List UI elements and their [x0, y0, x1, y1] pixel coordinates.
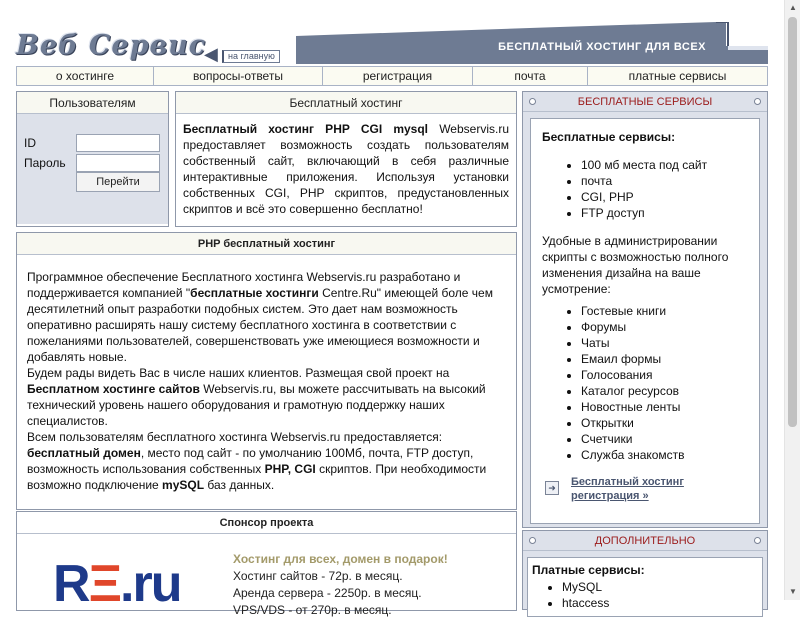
free-hosting-title: Бесплатный хостинг [176, 92, 516, 114]
free-services-title: БЕСПЛАТНЫЕ СЕРВИСЫ [523, 92, 767, 112]
free-services-heading: Бесплатные сервисы: [542, 130, 676, 144]
sponsor-line: VPS/VDS - от 270р. в месяц. [233, 603, 392, 617]
home-arrow-icon: ◀ [204, 44, 218, 64]
scripts-list [541, 303, 751, 463]
pin-icon [754, 537, 761, 544]
scrollbar-thumb[interactable] [788, 17, 797, 427]
password-input[interactable] [76, 154, 160, 172]
sponsor-title: Спонсор проекта [17, 512, 516, 534]
free-hosting-description: Webservis.ru предоставляет возможность создать пользователям собственный сайт, включающий в себя различные интерактивные приложения. Используя установки собственных CGI, PHP скриптов, предустановленных скриптов и всё это совершенно бесплатно! [183, 122, 509, 216]
php-paragraph-2: Будем рады видеть Вас в числе наших клиентов. Размещая свой проект на Бесплатном хостинге сайтов Webservis.ru, вы можете рассчитывать на высокий технический уровень нашего оборудования и грамотную поддержку наших специалистов. [27, 366, 486, 428]
list-item: • почта [581, 173, 751, 189]
register-arrow-icon[interactable]: ➜ [545, 481, 559, 495]
id-label: ID [24, 136, 36, 150]
site-header [16, 22, 768, 64]
extra-panel [522, 530, 768, 610]
php-hosting-text [17, 255, 516, 493]
php-paragraph-1: Программное обеспечение Бесплатного хостинга Webservis.ru разработано и поддерживается компанией "бесплатные хостинги Centre.Ru" имеющей боле чем десятилетний опыт разработки подобных систем. Это дает нам возможность оперативно расширять нашу систему бесплатного хостинга в соответствии с пожеланиями пользователей, совершенствовать уже имеющиеся возможности и добавлять новые. [27, 270, 493, 364]
sponsor-headline[interactable]: Хостинг для всех, домен в подарок! [233, 552, 448, 566]
pin-icon [754, 98, 761, 105]
scroll-down-icon[interactable]: ▼ [789, 587, 797, 596]
list-item: • Чаты [581, 335, 751, 351]
free-services-list [541, 157, 751, 221]
login-form [17, 114, 168, 224]
scroll-up-icon[interactable]: ▲ [789, 3, 797, 12]
php-paragraph-3: Всем пользователям бесплатного хостинга Webservis.ru предоставляется: бесплатный домен, место под сайт - по умолчанию 100Мб, почта, FTP доступ, возможность использования собственных PHP, CGI скриптов. При необходимости возможно подключение mySQL баз данных. [27, 430, 487, 492]
paid-services-heading: Платные сервисы: [532, 563, 645, 577]
sponsor-line: Хостинг сайтов - 72р. в месяц. [233, 569, 403, 583]
nav-registration[interactable]: регистрация [323, 67, 473, 85]
sponsor-body [17, 534, 516, 617]
list-item: • htaccess [562, 595, 609, 611]
paid-services-list [528, 579, 609, 611]
list-item: • MySQL [562, 579, 609, 595]
list-item: • Форумы [581, 319, 751, 335]
nav-paid-services[interactable]: платные сервисы [628, 69, 727, 83]
list-item: • Емаил формы [581, 351, 751, 367]
free-services-panel [522, 91, 768, 528]
list-item: • CGI, PHP [581, 189, 751, 205]
free-hosting-text [176, 114, 516, 217]
login-title: Пользователям [17, 92, 168, 114]
list-item: • Гостевые книги [581, 303, 751, 319]
page-scrollbar[interactable] [784, 0, 800, 600]
pin-icon [529, 98, 536, 105]
extra-title: ДОПОЛНИТЕЛЬНО [523, 531, 767, 551]
list-item: • Новостные ленты [581, 399, 751, 415]
home-link[interactable]: на главную [222, 50, 280, 63]
nav-mail[interactable]: почта [473, 67, 588, 85]
login-submit-button[interactable]: Перейти [76, 172, 160, 192]
header-slogan: БЕСПЛАТНЫЙ ХОСТИНГ ДЛЯ ВСЕХ [498, 41, 706, 53]
password-label: Пароль [24, 156, 66, 170]
sponsor-logo[interactable]: RΞ.ru [53, 555, 181, 613]
login-panel [16, 91, 169, 227]
pin-icon [529, 537, 536, 544]
free-hosting-lead: Бесплатный хостинг PHP CGI mysql [183, 122, 429, 136]
sponsor-panel [16, 511, 517, 617]
list-item: • Голосования [581, 367, 751, 383]
free-services-content [530, 118, 760, 524]
php-hosting-panel [16, 232, 517, 510]
extra-content [527, 557, 763, 617]
free-hosting-panel [175, 91, 517, 227]
list-item: • Открытки [581, 415, 751, 431]
scripts-description: Удобные в администрировании скрипты с возможностью полного изменения дизайна на ваше усмотрение: [542, 234, 729, 296]
list-item: • Каталог ресурсов [581, 383, 751, 399]
site-logo[interactable]: Веб Сервис [16, 30, 207, 61]
main-nav [16, 66, 768, 86]
sponsor-line: Аренда сервера - 2250р. в месяц. [233, 586, 422, 600]
nav-about[interactable]: о хостинге [17, 67, 154, 85]
list-item: • 100 мб места под сайт [581, 157, 751, 173]
register-link[interactable]: Бесплатный хостинг регистрация » [571, 476, 684, 502]
php-hosting-title: PHP бесплатный хостинг [17, 233, 516, 255]
list-item: • FTP доступ [581, 205, 751, 221]
list-item: • Счетчики [581, 431, 751, 447]
id-input[interactable] [76, 134, 160, 152]
list-item: • Служба знакомств [581, 447, 751, 463]
nav-faq[interactable]: вопросы-ответы [154, 67, 323, 85]
